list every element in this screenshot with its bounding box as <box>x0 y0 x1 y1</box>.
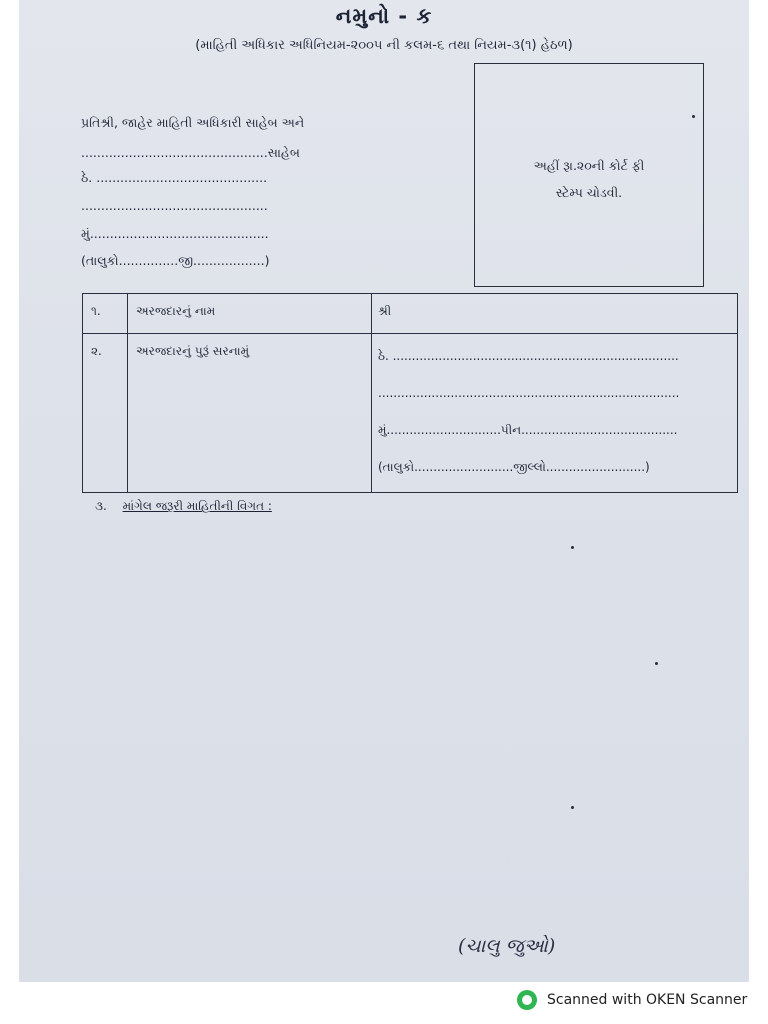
applicant-address-village-pin: મું..............................પીન......................................... <box>378 423 678 437</box>
applicant-address-label: અરજદારનું પુરૂં સરનામું <box>128 334 372 493</box>
scanner-watermark-text: Scanned with OKEN Scanner <box>547 992 748 1008</box>
form-title: નમુનો - ક <box>335 4 433 28</box>
form-subtitle: (માહિતી અધિકાર અધિનિયમ-૨૦૦૫ ની કલમ-૬ તથા નિયમ-૩(૧) હેઠળ) <box>195 38 573 53</box>
applicant-name-value: શ્રી <box>372 294 738 334</box>
applicant-address-value <box>372 334 738 493</box>
scan-speck <box>571 806 574 809</box>
stamp-instruction-line-1: અહીં રૂા.૨૦ની કોર્ટ ફી <box>533 158 645 173</box>
information-required-heading <box>95 499 272 514</box>
address-line-2: ............................................... <box>81 198 268 213</box>
row-number: ૧. <box>83 294 128 334</box>
table-row <box>83 294 738 334</box>
addressee-officer-line: ...............................................સાહેબ <box>81 145 300 160</box>
scan-speck <box>655 662 658 665</box>
section-label: માંગેલ જરૂરી માહિતીની વિગત : <box>122 499 272 513</box>
section-number: ૩. <box>95 499 107 513</box>
scan-speck <box>571 546 574 549</box>
address-line-1: ઠે. ........................................... <box>81 170 268 185</box>
applicant-address-line-2: ............................................................................... <box>378 386 680 400</box>
scan-speck <box>692 115 695 118</box>
stamp-instruction-line-2: સ્ટેમ્પ ચોડવી. <box>555 185 623 200</box>
court-fee-stamp-box <box>474 63 704 287</box>
address-line-taluka: (તાલુકો...............જી..................) <box>81 253 270 268</box>
applicant-address-line-1: ઠે. ........................................................................... <box>378 349 679 363</box>
table-row <box>83 334 738 493</box>
handwritten-continued-note: (ચાલુ જુઓ) <box>458 935 556 957</box>
applicant-name-label: અરજદારનું નામ <box>128 294 372 334</box>
applicant-address-taluka-district: (તાલુકો..........................જીલ્લો..........................) <box>378 460 650 474</box>
address-line-village: મું............................................. <box>81 226 269 241</box>
oken-scanner-logo-icon <box>517 990 537 1010</box>
addressee-line: પ્રતિશ્રી, જાહેર માહિતી અધિકારી સાહેબ અને <box>81 115 305 130</box>
scanner-watermark <box>517 990 747 1010</box>
applicant-details-table <box>82 293 738 493</box>
row-number: ૨. <box>83 334 128 493</box>
